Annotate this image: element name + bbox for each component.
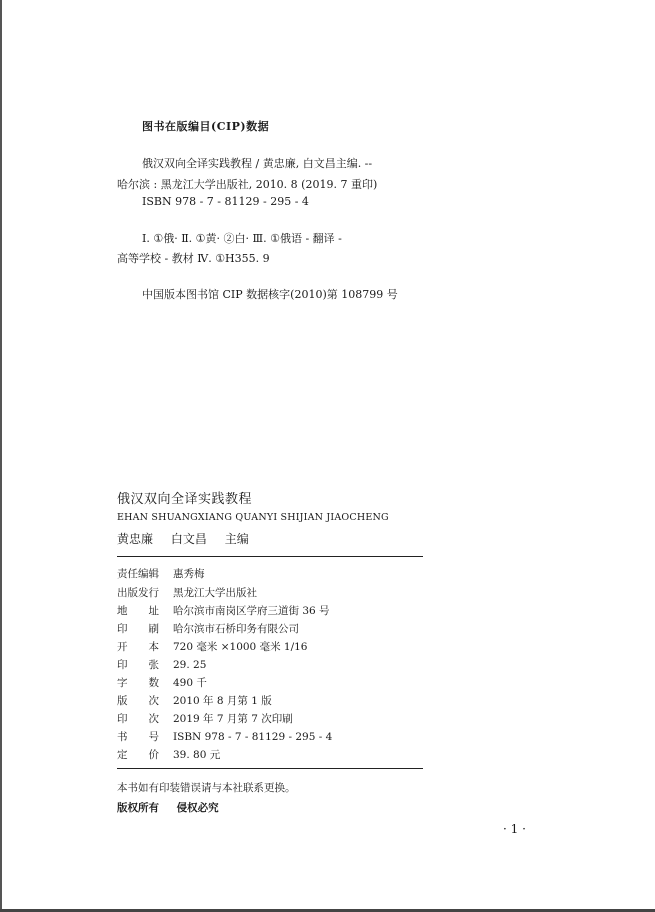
editor-name: 白文昌 bbox=[170, 532, 207, 546]
detail-label: 出版发行 bbox=[117, 587, 159, 599]
cip-publisher-line: 哈尔滨 : 黑龙江大学出版社, 2010. 8 (2019. 7 重印) bbox=[117, 178, 378, 191]
detail-row bbox=[117, 621, 299, 636]
cip-isbn-line: ISBN 978 - 7 - 81129 - 295 - 4 bbox=[142, 195, 309, 208]
detail-value: 39. 80 元 bbox=[173, 749, 221, 761]
divider-top bbox=[117, 556, 423, 557]
book-title-pinyin: EHAN SHUANGXIANG QUANYI SHIJIAN JIAOCHENG bbox=[117, 512, 389, 523]
detail-row bbox=[117, 675, 207, 690]
editor-name: 黄忠廉 bbox=[117, 532, 154, 546]
detail-value: ISBN 978 - 7 - 81129 - 295 - 4 bbox=[173, 731, 333, 743]
detail-label: 定 价 bbox=[117, 749, 159, 761]
detail-label: 责任编辑 bbox=[117, 568, 159, 580]
detail-label: 版 次 bbox=[117, 695, 159, 707]
detail-row bbox=[117, 747, 220, 762]
detail-value: 哈尔滨市石桥印务有限公司 bbox=[173, 623, 299, 635]
page-left-border bbox=[0, 0, 2, 912]
detail-label: 书 号 bbox=[117, 731, 159, 743]
detail-value: 2010 年 8 月第 1 版 bbox=[173, 695, 272, 707]
detail-value: 720 毫米 ×1000 毫米 1/16 bbox=[173, 641, 308, 653]
detail-label: 地 址 bbox=[117, 605, 159, 617]
cip-subject-line-2: 高等学校 - 教材 Ⅳ. ①H355. 9 bbox=[117, 252, 270, 265]
detail-value: 哈尔滨市南岗区学府三道街 36 号 bbox=[173, 605, 330, 617]
detail-value: 惠秀梅 bbox=[173, 568, 205, 580]
detail-value: 2019 年 7 月第 7 次印刷 bbox=[173, 713, 293, 725]
replacement-notice: 本书如有印装错误请与本社联系更换。 bbox=[117, 782, 296, 794]
detail-row bbox=[117, 693, 272, 708]
cip-record-number: 中国版本图书馆 CIP 数据核字(2010)第 108799 号 bbox=[142, 288, 398, 301]
page-number: · 1 · bbox=[503, 822, 526, 836]
detail-row bbox=[117, 639, 308, 654]
detail-row bbox=[117, 657, 206, 672]
detail-row bbox=[117, 729, 332, 744]
divider-bottom bbox=[117, 768, 423, 769]
detail-row bbox=[117, 585, 257, 600]
cip-heading: 图书在版编目(CIP)数据 bbox=[142, 120, 270, 133]
detail-label: 印 次 bbox=[117, 713, 159, 725]
cip-subject-line: Ⅰ. ①俄· Ⅱ. ①黄· ②白· Ⅲ. ①俄语 - 翻译 - bbox=[142, 232, 342, 245]
infringement-text: 侵权必究 bbox=[176, 802, 219, 814]
cip-title-line: 俄汉双向全译实践教程 / 黄忠廉, 白文昌主编. -- bbox=[142, 157, 373, 170]
book-editors bbox=[117, 530, 263, 547]
detail-label: 印 刷 bbox=[117, 623, 159, 635]
detail-label: 印 张 bbox=[117, 659, 159, 671]
detail-label: 字 数 bbox=[117, 677, 159, 689]
detail-value: 490 千 bbox=[173, 677, 207, 689]
detail-row bbox=[117, 603, 330, 618]
detail-row bbox=[117, 711, 293, 726]
book-title: 俄汉双向全译实践教程 bbox=[117, 492, 253, 507]
detail-value: 29. 25 bbox=[173, 659, 207, 671]
detail-value: 黑龙江大学出版社 bbox=[173, 587, 257, 599]
detail-label: 开 本 bbox=[117, 641, 159, 653]
detail-row bbox=[117, 566, 205, 581]
copyright-notice bbox=[117, 800, 233, 815]
copyright-text: 版权所有 bbox=[117, 802, 159, 814]
editor-role: 主编 bbox=[224, 532, 249, 546]
